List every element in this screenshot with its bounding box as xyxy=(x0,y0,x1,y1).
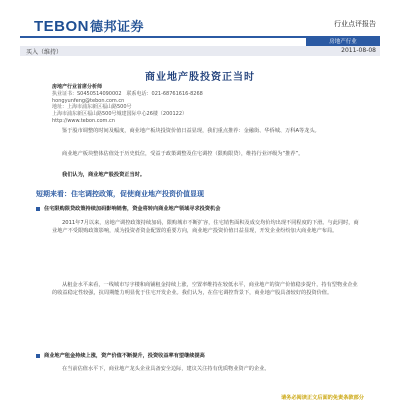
industry-tag: 房地产行业 xyxy=(306,38,380,46)
rating-label: 买入（维持） xyxy=(26,49,63,56)
report-header xyxy=(20,10,380,36)
rating-strip xyxy=(20,46,380,56)
intro-paragraph: 商业地产板块整体估值处于历史低位，受益于政策调整及住宅调控（限购限贷），维持行业评级为“推荐”。 xyxy=(62,151,304,157)
analyst-email: hongyunfeng@tebon.com.cn xyxy=(52,97,125,104)
analyst-website[interactable]: http://www.tebon.com.cn xyxy=(52,117,115,124)
bullet-icon xyxy=(36,354,40,358)
analyst-role: 房地产行业首席分析师 xyxy=(52,84,103,90)
logo-en: TEBON xyxy=(34,18,89,35)
bullet-point xyxy=(36,352,205,359)
bullet-text: 商业地产租金持续上涨，资产价值不断提升，投资收益率有望继续提高 xyxy=(44,353,205,359)
analyst-block xyxy=(52,84,232,125)
disclaimer-footer: 请务必阅读正文后面的免责条款部分 xyxy=(280,395,364,401)
bullet-icon xyxy=(36,207,40,211)
report-title: 商业地产股投资正当时 xyxy=(145,72,255,83)
body-paragraph: 从租金水平来看，一线城市写字楼和商铺租金持续上涨，空置率维持在较低水平，商业地产的资产价值稳步提升，持有型物业企业的收益稳定性较强，抗周期能力明显优于住宅开发企业。我们认为，在住宅调控背景下，商业地产股具备较好的投资价值。 xyxy=(52,282,358,296)
emphasis-line: 我们认为，商业地产股投资正当时。 xyxy=(62,172,146,178)
tebon-logo xyxy=(34,16,144,35)
analyst-address: 上海市浦东新区福山路500号城建国际中心26楼（200122） xyxy=(52,111,187,118)
doc-type-label: 行业点评报告 xyxy=(334,20,376,28)
analyst-line: 地址：上海市浦东新区福山路500号 xyxy=(52,104,132,111)
bullet-point xyxy=(36,205,220,212)
report-date: 2011-08-08 xyxy=(341,47,376,54)
body-paragraph: 在当前估值水平下，商业地产龙头企业具备安全边际，建议关注持有优质物业资产的企业。 xyxy=(62,366,270,372)
logo-cn: 德邦证券 xyxy=(90,19,145,34)
bullet-text: 住宅限购限贷政策持续加码影响销售，资金将转向商业地产领域寻求投资机会 xyxy=(44,206,221,212)
intro-paragraph: 鉴于股市调整的时间及幅度，商业地产板块投资价值日益显现，我们重点推荐：金融街、华侨城、万科A等龙头。 xyxy=(62,128,320,134)
analyst-line: 执业证书：S0450514090002 联系电话：021-68761616-8268 xyxy=(52,90,203,97)
section-heading: 短期来看：住宅调控政策，促使商业地产投资价值显现 xyxy=(36,190,204,198)
body-paragraph: 2011年7月以来，房地产调控政策持续加码，限购城市不断扩容，住宅销售面积及成交均价均出现不同程度的下滑。与此同时，商业地产不受限购政策影响，成为投资者资金配置的重要方向，商业地产投资价值日益显现，开发企业纷纷加大商业地产布局。 xyxy=(52,220,359,234)
